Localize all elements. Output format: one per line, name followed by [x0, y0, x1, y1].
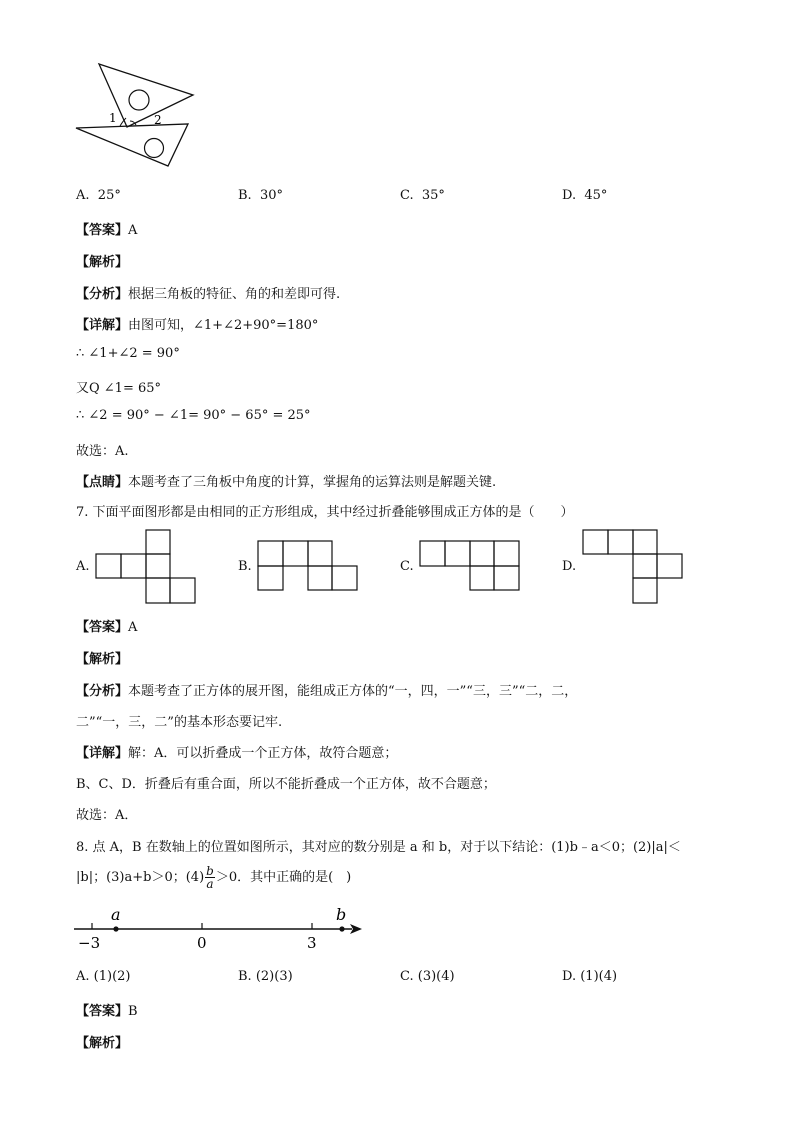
lower-triangle [76, 124, 188, 166]
q7-option-a-label: A. [76, 559, 90, 574]
point-b [339, 926, 344, 931]
q6-xiangjie: 【详解】由图可知，∠1+∠2+90°=180° [76, 318, 319, 333]
q6-option-b: B. 30° [238, 188, 283, 203]
q6-option-a: A. 25° [76, 188, 121, 203]
q7-net-a [95, 529, 197, 605]
q6-step3: 又Q ∠1= 65° [76, 381, 162, 396]
q7-xiangjie: 【详解】解：A．可以折叠成一个正方体，故符合题意； [76, 746, 398, 761]
q6-answer: 【答案】A [76, 223, 138, 238]
q7-guxuan: 故选：A． [76, 808, 138, 823]
q7-net-d [582, 529, 684, 605]
tick-label-0: 0 [197, 934, 207, 952]
q7-fenxi: 【分析】本题考查了正方体的展开图，能组成正方体的“一，四，一”“三，三”“二，二， [76, 684, 578, 699]
q8-option-a: A. (1)(2) [76, 969, 131, 984]
q8-option-b: B. (2)(3) [238, 969, 293, 984]
lower-triangle-hole [145, 139, 164, 158]
q7-stem: 7. 下面平面图形都是由相同的正方形组成，其中经过折叠能够围成正方体的是（ ） [76, 505, 574, 520]
q6-dianjing: 【点睛】本题考查了三角板中角度的计算，掌握角的运算法则是解题关键. [76, 475, 497, 490]
q8-jiexi: 【解析】 [76, 1036, 129, 1051]
q6-step4: ∴ ∠2 = 90° − ∠1= 90° − 65° = 25° [76, 408, 311, 423]
q7-answer: 【答案】A [76, 620, 138, 635]
b-over-a-fraction: $\frac{b}{a}$ [206, 864, 214, 891]
q7-option-d-label: D. [562, 559, 577, 574]
q6-option-c: C. 35° [400, 188, 445, 203]
q8-option-c: C. (3)(4) [400, 969, 455, 984]
set-square-figure [70, 58, 200, 168]
q7-option-c-label: C. [400, 559, 414, 574]
q6-step2: ∴ ∠1+∠2 = 90° [76, 346, 180, 361]
q8-answer: 【答案】B [76, 1004, 138, 1019]
angle2-label: 2 [154, 113, 162, 127]
q6-fenxi: 【分析】根据三角板的特征、角的和差即可得. [76, 287, 341, 302]
label-a: a [111, 905, 121, 924]
tick-label-neg3: −3 [78, 934, 101, 952]
q8-stem-cont: |b|；(3)a+b＞0；(4) $\frac{b}{a}$ ＞0．其中正确的是( ) [76, 864, 352, 891]
q7-option-b-label: B. [238, 559, 252, 574]
q6-option-d: D. 45° [562, 188, 608, 203]
q7-net-b [257, 540, 359, 592]
label-b: b [336, 905, 347, 924]
q8-option-d: D. (1)(4) [562, 969, 618, 984]
q6-jiexi: 【解析】 [76, 255, 129, 270]
upper-triangle-hole [129, 90, 149, 110]
tick-label-3: 3 [307, 934, 317, 952]
q7-net-c [419, 540, 521, 592]
point-a [113, 926, 118, 931]
number-line [70, 903, 370, 953]
q7-fenxi-cont: 二”“一，三，二”的基本形态要记牢. [76, 715, 283, 730]
angle1-label: 1 [109, 111, 117, 125]
q7-xiangjie-cont: B、C、D．折叠后有重合面，所以不能折叠成一个正方体，故不合题意； [76, 777, 496, 792]
q6-guxuan: 故选：A. [76, 444, 129, 459]
q8-stem: 8. 点 A，B 在数轴上的位置如图所示，其对应的数分别是 a 和 b，对于以下结论：(1)b﹣a＜0；(2)|a|＜ [76, 840, 681, 855]
q7-jiexi: 【解析】 [76, 652, 129, 667]
